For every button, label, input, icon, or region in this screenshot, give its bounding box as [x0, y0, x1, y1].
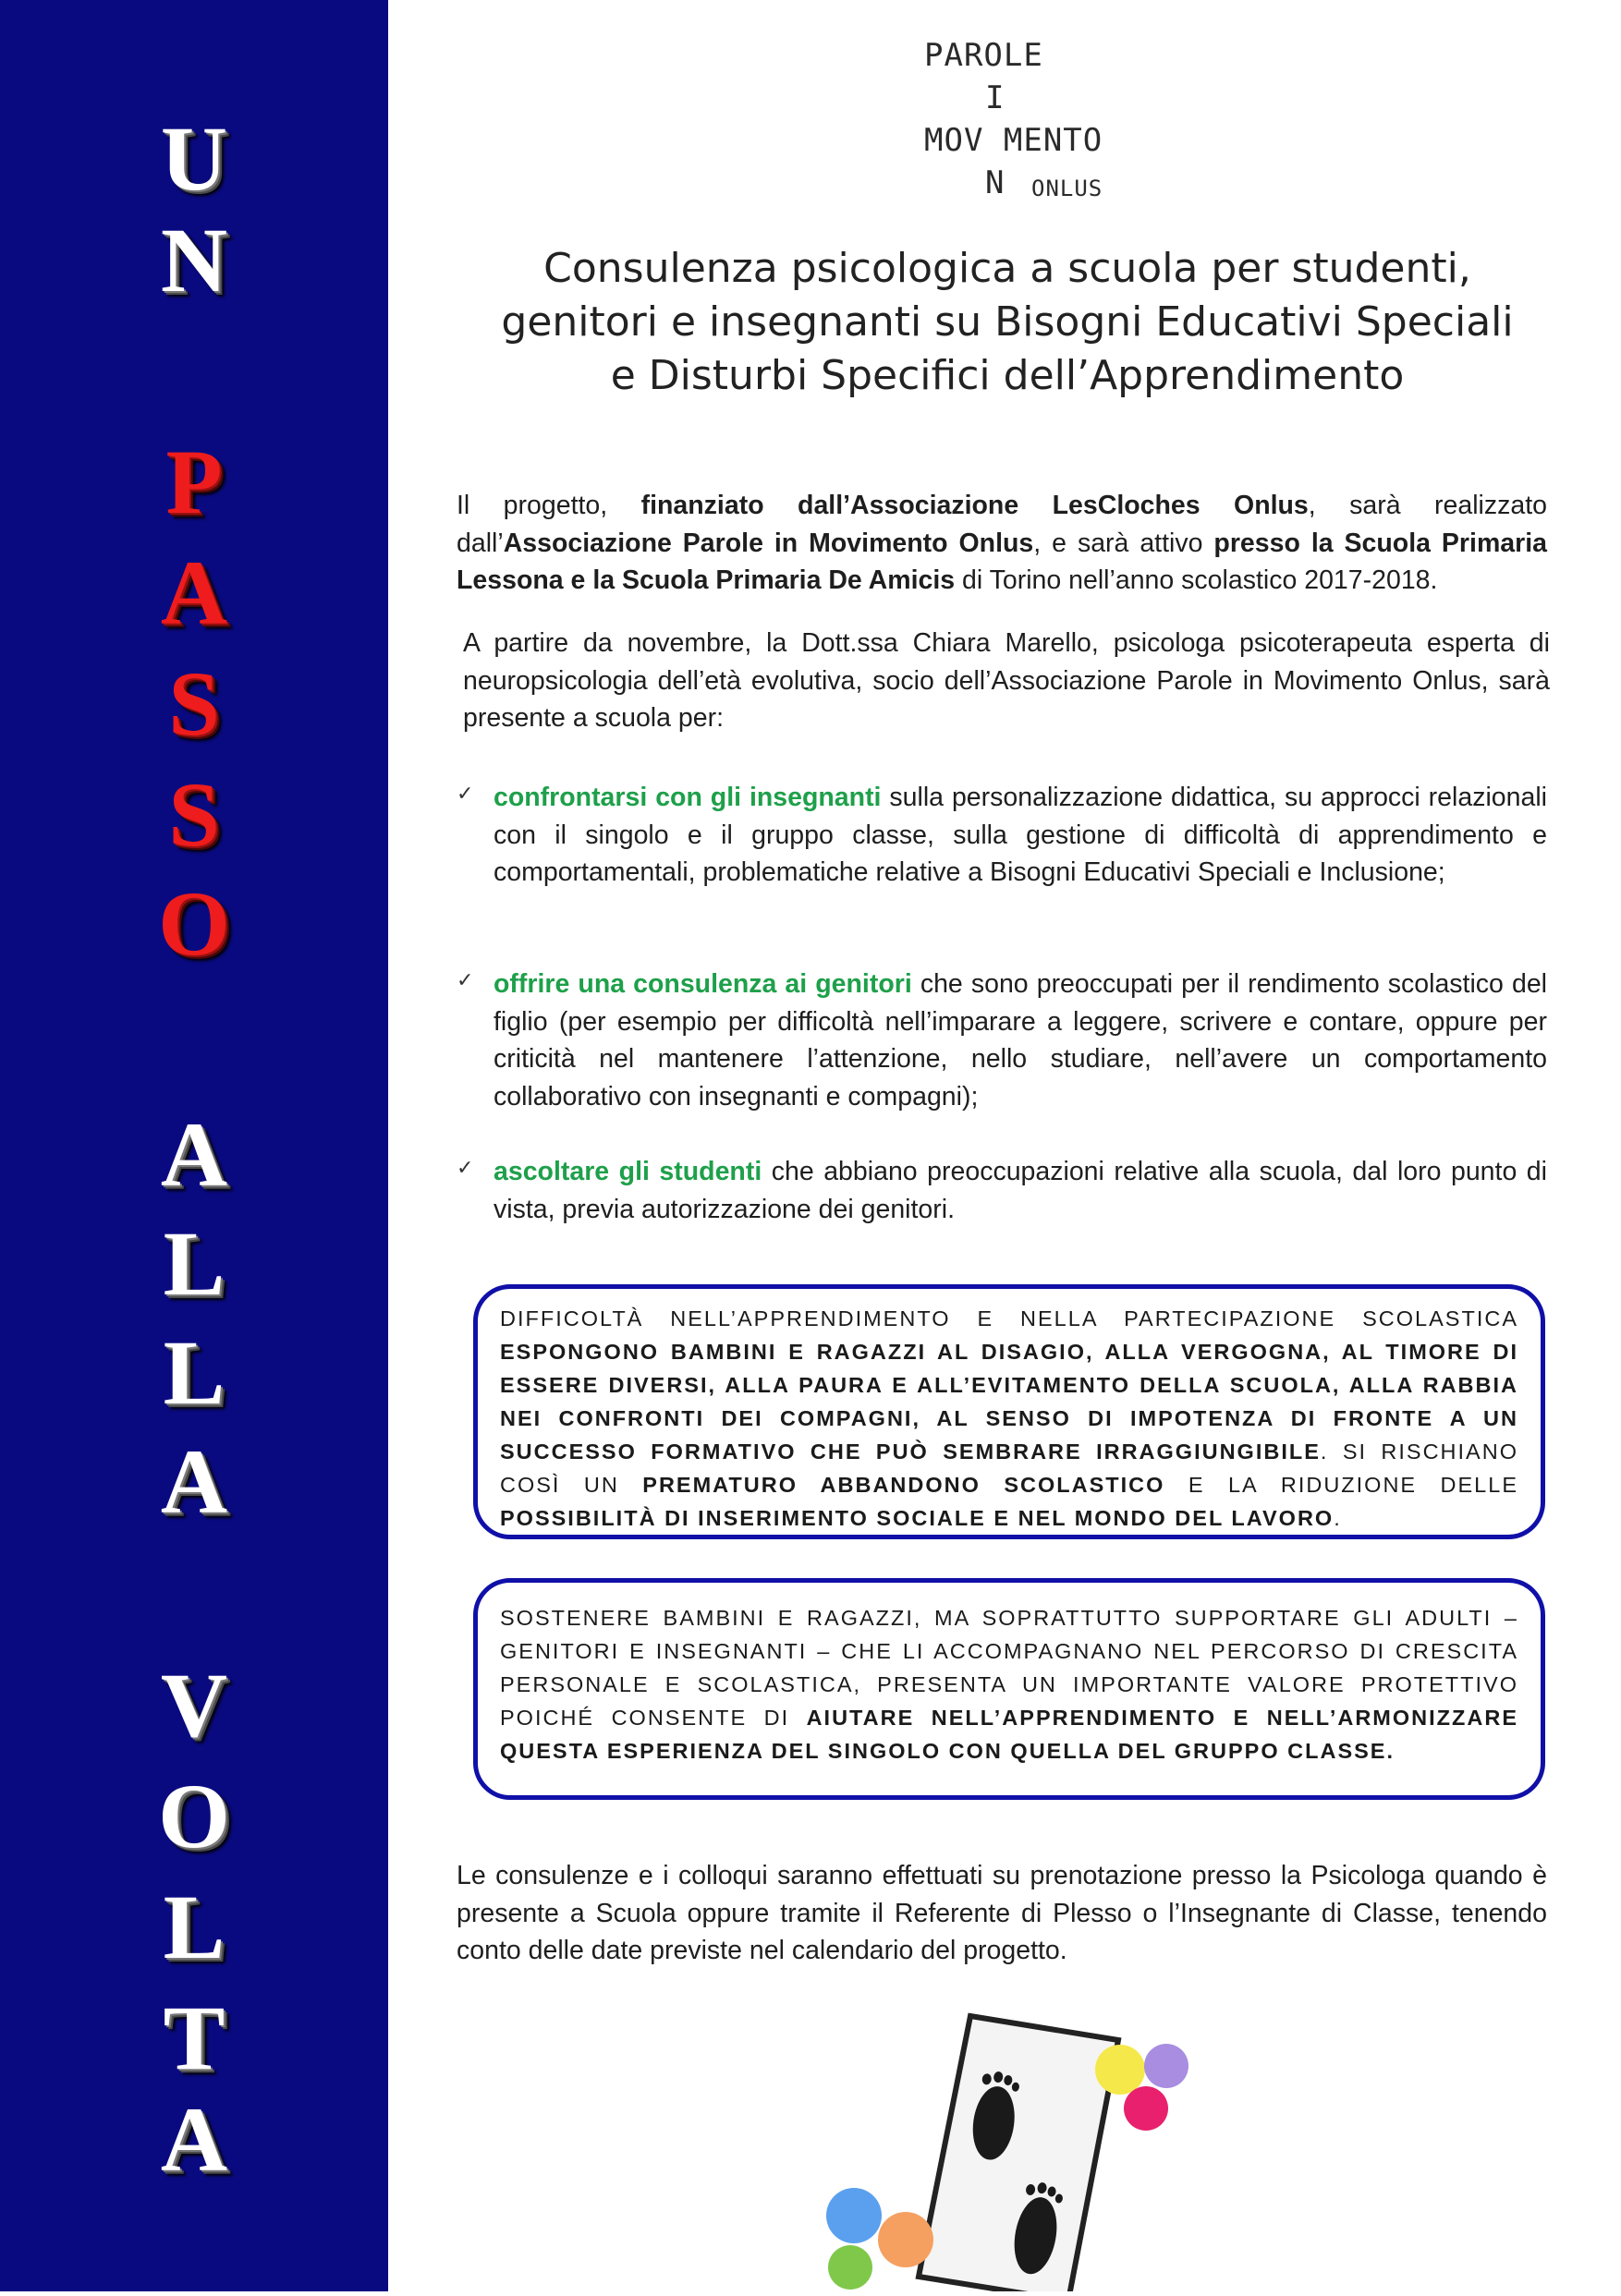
title-line: e Disturbi Specifici dell’Apprendimento	[610, 352, 1405, 399]
intro-paragraph	[457, 487, 1547, 600]
checkmark-icon: ✓	[457, 1157, 474, 1180]
text-run-bold: AIUTARE NELL’APPRENDIMENTO E NELL’ARMONIZZARE QUESTA ESPERIENZA DEL SINGOLO CON QUELLA DEL GRUPPO CLASSE.	[500, 1706, 1518, 1763]
logo-line: N	[985, 164, 1006, 201]
list-item-text	[494, 1153, 1547, 1228]
text-run: che abbiano preoccupazioni relative alla scuola, dal loro punto di vista, previa autorizzazione dei genitori.	[494, 1157, 1547, 1224]
closing-paragraph: Le consulenze e i colloqui saranno effettuati su prenotazione presso la Psicologa quando è presente a Scuola oppure tramite il Referente di Plesso o l’Insegnante di Classe, tenendo conto delle date previste nel calendario del progetto.	[457, 1861, 1547, 1965]
motto-letter: L	[163, 1212, 225, 1315]
text-run-bold: presso la Scuola Primaria Lessona e la Scuola Primaria De Amicis	[457, 528, 1547, 595]
dot-yellow	[1095, 2045, 1145, 2095]
text-run: di Torino nell’anno scolastico 2017-2018.	[955, 565, 1438, 595]
callout-text	[500, 1601, 1518, 1768]
logo-line: PAROLE	[924, 37, 1043, 74]
checkmark-icon: ✓	[457, 969, 474, 992]
motto-letter: O	[158, 1765, 230, 1867]
motto-letter: L	[163, 1876, 225, 1978]
text-run-bold: ESPONGONO BAMBINI E RAGAZZI AL DISAGIO, ALLA VERGOGNA, AL TIMORE DI ESSERE DIVERSI, ALLA PAURA E ALL’EVITAMENTO DELLA SCUOLA, ALLA RABBIA NEI CONFRONTI DEI COMPAGNI, AL SENSO DI IMPOTENZA DI FRONTE A UN SUCCESSO FORMATIVO CHE PUÒ SEMBRARE IRRAGGIUNGIBILE	[500, 1340, 1518, 1464]
dot-orange	[878, 2212, 933, 2267]
motto-letter: V	[160, 1654, 228, 1756]
highlight-text: offrire una consulenza ai genitori	[494, 969, 912, 999]
motto-letter: P	[165, 431, 223, 533]
motto-letter: O	[158, 872, 230, 975]
text-run-bold: POSSIBILITÀ DI INSERIMENTO SOCIALE E NEL MONDO DEL LAVORO	[500, 1506, 1335, 1530]
motto-letter: A	[160, 541, 228, 644]
title-line: genitori e insegnanti su Bisogni Educativi Speciali	[501, 298, 1514, 346]
text-run: , sarà realizzato dall’	[457, 491, 1547, 558]
text-run: Il progetto,	[457, 491, 641, 520]
intro-paragraph-2: A partire da novembre, la Dott.ssa Chiara Marello, psicologa psicoterapeuta esperta di neuropsicologia dell’età evolutiva, socio dell’Associazione Parole in Movimento Onlus, sarà presente a scuola per:	[463, 628, 1550, 733]
motto-letter: S	[168, 763, 220, 866]
footprints-illustration	[813, 2003, 1229, 2291]
text-run-bold: Associazione Parole in Movimento Onlus	[503, 528, 1034, 558]
text-run: , e sarà attivo	[1033, 528, 1214, 558]
motto-letter: A	[160, 2088, 228, 2191]
checkmark-icon: ✓	[457, 783, 474, 806]
text-run-bold: PREMATURO ABBANDONO SCOLASTICO	[642, 1473, 1165, 1497]
logo-line: ONLUS	[1031, 176, 1103, 201]
callout-box-support	[473, 1578, 1545, 1800]
list-item-text	[494, 966, 1547, 1115]
sidebar-motto	[0, 0, 388, 2291]
text-run-bold: finanziato dall’Associazione LesCloches Onlus	[640, 491, 1309, 520]
text-run: .	[1334, 1506, 1342, 1530]
highlight-text: confrontarsi con gli insegnanti	[494, 783, 882, 812]
motto-letter: T	[163, 1986, 225, 2089]
dot-green	[828, 2245, 872, 2290]
dot-pink	[1124, 2086, 1168, 2131]
callout-box-risks	[473, 1284, 1545, 1539]
motto-letter: A	[160, 1430, 228, 1533]
organization-logo	[906, 37, 1146, 213]
text-run: che sono preoccupati per il rendimento scolastico del figlio (per esempio per difficoltà nell’imparare a leggere, scrivere e contare, oppure per criticità nel mantenere l’attenzione, nello studiare, nell’avere un comportamento collaborativo con insegnanti e compagni);	[494, 969, 1548, 1112]
highlight-text: ascoltare gli studenti	[494, 1157, 762, 1186]
text-run: DIFFICOLTÀ NELL’APPRENDIMENTO E NELLA PARTECIPAZIONE SCOLASTICA	[500, 1306, 1518, 1330]
callout-text	[500, 1302, 1518, 1535]
motto-letter: A	[160, 1103, 228, 1206]
motto-letter: L	[163, 1321, 225, 1424]
text-run: sulla personalizzazione didattica, su approcci relazionali con il singolo e il gruppo classe, sulla gestione di difficoltà di apprendimento e comportamentali, problematiche relative a Bisogni Educativi Speciali e Inclusione;	[494, 783, 1548, 887]
motto-letter: U	[160, 107, 228, 210]
list-item-text	[494, 779, 1547, 892]
motto-letter: S	[168, 652, 220, 755]
page-title	[453, 242, 1562, 403]
title-line: Consulenza psicologica a scuola per studenti,	[543, 245, 1471, 292]
motto-letter: N	[160, 209, 228, 311]
text-run: . SI RISCHIANO COSÌ UN	[500, 1440, 1518, 1497]
dot-purple	[1144, 2044, 1188, 2088]
dot-blue	[826, 2188, 882, 2243]
logo-line: MOV MENTO	[924, 122, 1103, 159]
text-run: SOSTENERE BAMBINI E RAGAZZI, MA SOPRATTUTTO SUPPORTARE GLI ADULTI – GENITORI E INSEGNANTI – CHE LI ACCOMPAGNANO NEL PERCORSO DI CRESCITA PERSONALE E SCOLASTICA, PRESENTA UN IMPORTANTE VALORE PROTETTIVO POICHÉ CONSENTE DI	[500, 1606, 1518, 1730]
logo-line: I	[985, 79, 1006, 116]
text-run: E LA RIDUZIONE DELLE	[1164, 1473, 1518, 1497]
